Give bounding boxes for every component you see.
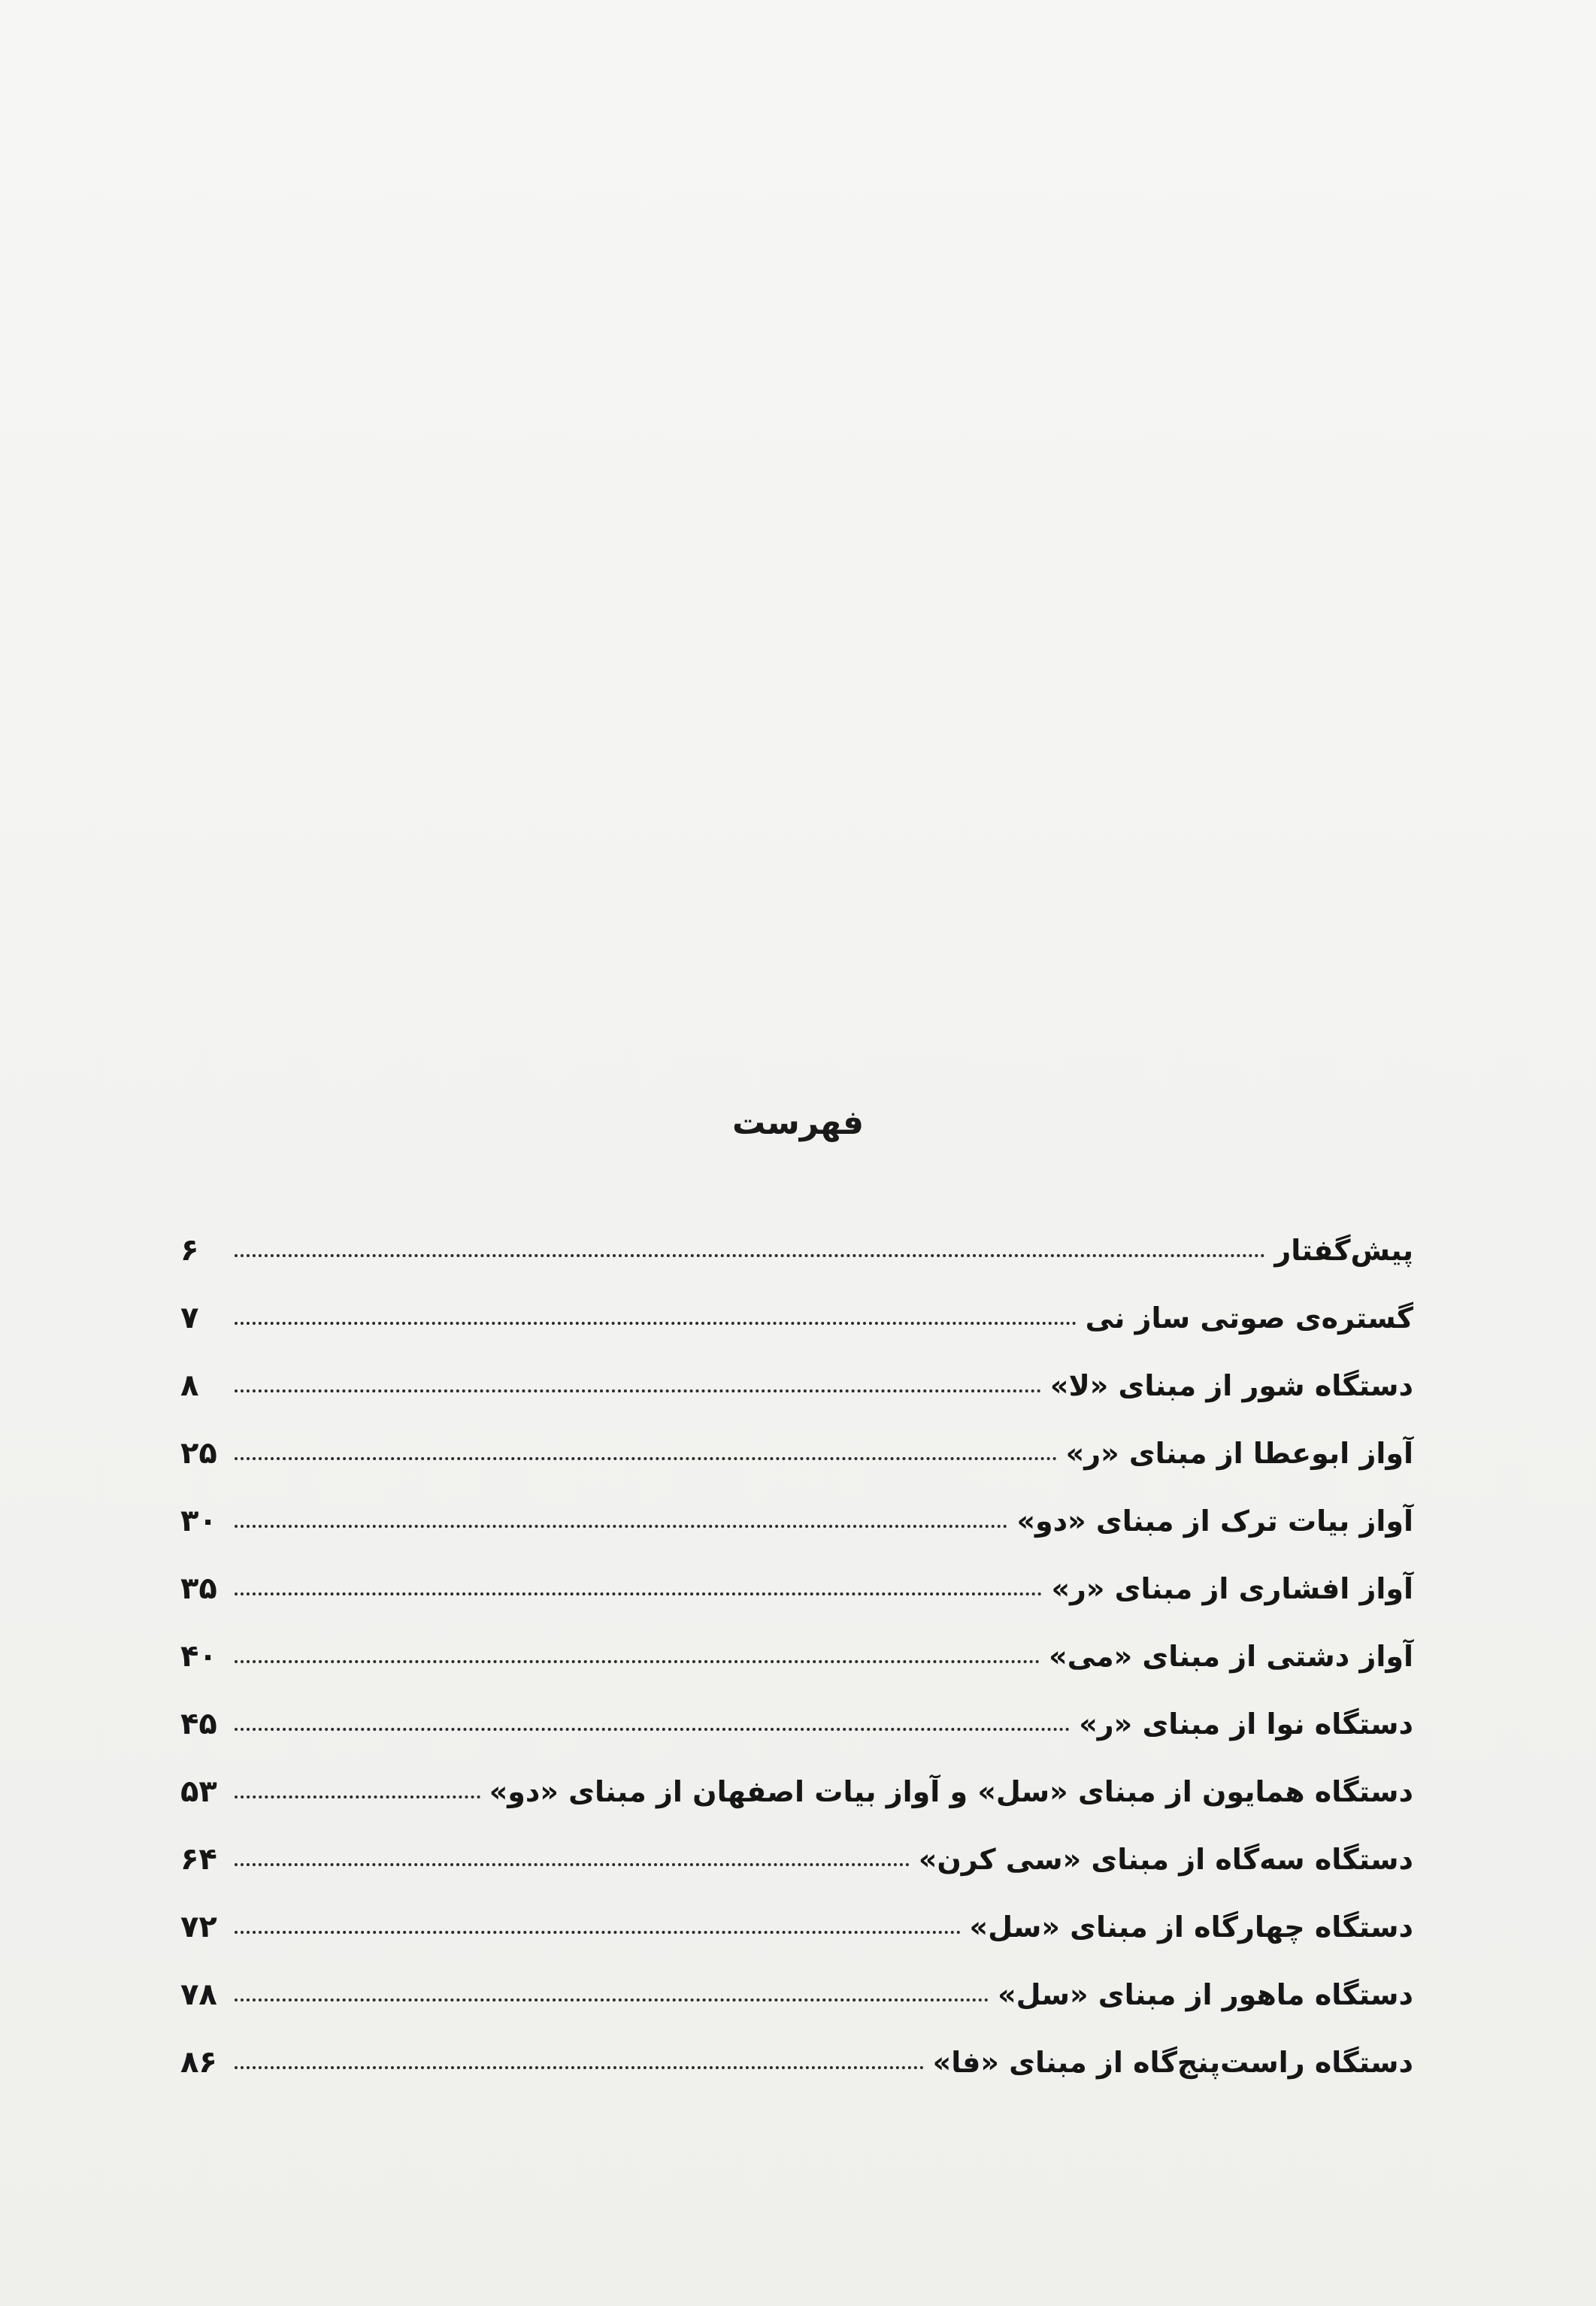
toc-entry (180, 1571, 1413, 1639)
toc-entry-title: دستگاه ماهور از مبنای «سل» (998, 1978, 1413, 2011)
dot-leader (235, 1931, 961, 1934)
toc-entry (180, 1707, 1413, 1774)
toc-entry (180, 1639, 1413, 1707)
toc-list (180, 1233, 1413, 2113)
toc-page-number: ۸ (180, 1368, 199, 1403)
toc-entry-title: دستگاه سه‌گاه از مبنای «سی کرن» (918, 1843, 1413, 1876)
toc-page-number: ۷۲ (180, 1910, 217, 1944)
toc-page-number: ۶۴ (180, 1842, 217, 1877)
dot-leader (235, 1525, 1007, 1528)
dot-leader (235, 2066, 924, 2069)
toc-entry-title: آواز ابوعطا از مبنای «ر» (1065, 1437, 1413, 1470)
toc-entry (180, 1774, 1413, 1842)
toc-entry-title: دستگاه راست‌پنج‌گاه از مبنای «فا» (932, 2046, 1413, 2079)
toc-page-number: ۶ (180, 1233, 199, 1268)
toc-entry-title: پیش‌گفتار (1274, 1234, 1413, 1267)
toc-entry (180, 2045, 1413, 2113)
dot-leader (235, 1254, 1265, 1257)
toc-entry (180, 1436, 1413, 1504)
toc-page-number: ۷ (180, 1301, 199, 1335)
toc-entry-title: آواز افشاری از مبنای «ر» (1051, 1572, 1413, 1605)
toc-page-number: ۳۵ (180, 1571, 217, 1606)
dot-leader (235, 1863, 910, 1866)
toc-page-number: ۵۳ (180, 1774, 217, 1809)
toc-entry-title: دستگاه همایون از مبنای «سل» و آواز بیات اصفهان از مبنای «دو» (489, 1775, 1413, 1808)
toc-entry (180, 1504, 1413, 1571)
toc-entry-title: آواز دشتی از مبنای «می» (1049, 1640, 1413, 1673)
toc-entry-title: آواز بیات ترک از مبنای «دو» (1016, 1505, 1413, 1538)
dot-leader (235, 1457, 1057, 1460)
toc-entry-title: دستگاه چهارگاه از مبنای «سل» (969, 1911, 1413, 1944)
toc-entry (180, 1842, 1413, 1910)
toc-entry (180, 1233, 1413, 1301)
toc-page-number: ۲۵ (180, 1436, 217, 1471)
toc-entry (180, 1368, 1413, 1436)
toc-entry (180, 1301, 1413, 1368)
toc-page-number: ۴۵ (180, 1707, 217, 1741)
dot-leader (235, 1660, 1040, 1663)
dot-leader (235, 1389, 1041, 1392)
toc-heading: فهرست (731, 1104, 865, 1142)
toc-entry (180, 1910, 1413, 1977)
dot-leader (235, 1728, 1070, 1731)
toc-entry-title: دستگاه شور از مبنای «لا» (1049, 1369, 1413, 1402)
dot-leader (235, 1795, 480, 1798)
dot-leader (235, 1592, 1042, 1595)
toc-page-number: ۴۰ (180, 1639, 217, 1674)
toc-page-number: ۳۰ (180, 1504, 217, 1538)
toc-entry-title: دستگاه نوا از مبنای «ر» (1079, 1708, 1413, 1741)
dot-leader (235, 1322, 1077, 1325)
toc-entry-title: گستره‌ی صوتی ساز نی (1085, 1301, 1413, 1335)
dot-leader (235, 1998, 989, 2001)
toc-entry (180, 1977, 1413, 2045)
toc-page-number: ۷۸ (180, 1977, 217, 2012)
toc-page-number: ۸۶ (180, 2045, 217, 2080)
